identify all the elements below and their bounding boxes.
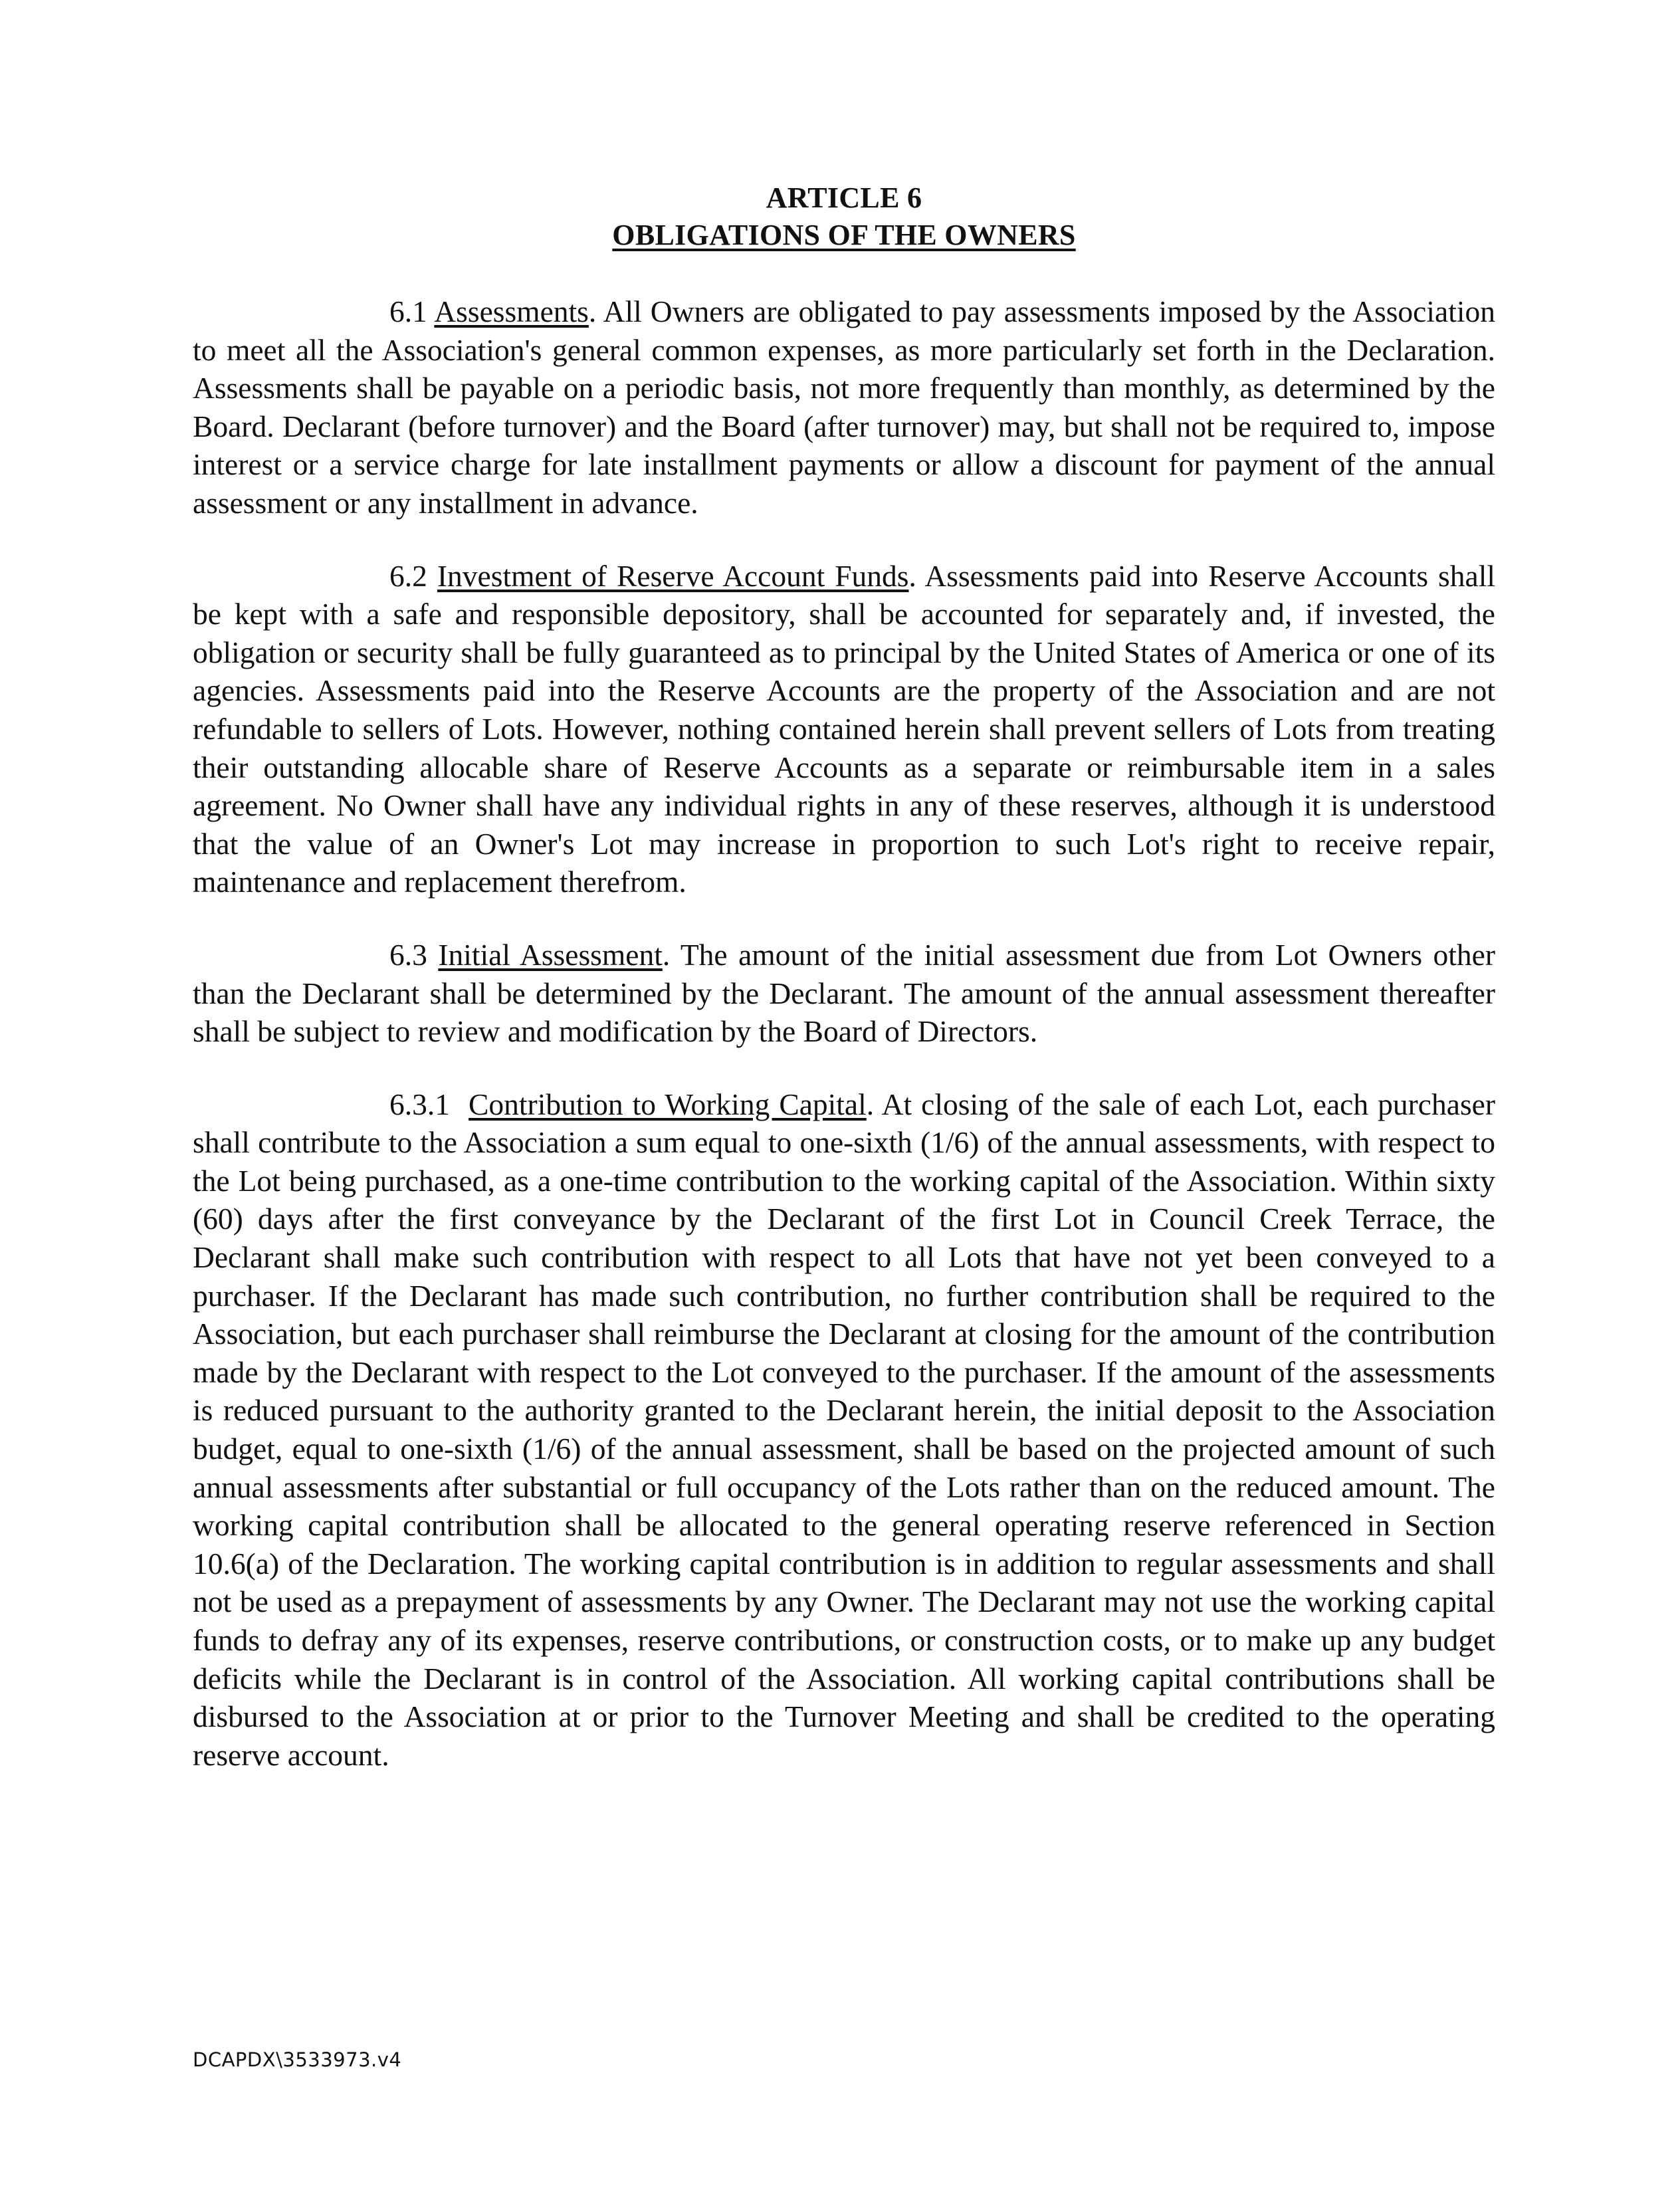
section-6-3: 6.3 Initial Assessment. The amount of the initial assessment due from Lot Owners other than the Declarant shall be determined by the Declarant. The amount of the annual assessment thereafter shall be subject to review and modification by the Board of Directors. <box>193 936 1495 1051</box>
section-body: The amount of the initial assessment due from Lot Owners other than the Declarant shall be determined by the Declarant. The amount of the annual assessment thereafter shall be subject to review and modification by the Board of Directors. <box>193 937 1495 1049</box>
document-page <box>193 179 1495 1774</box>
section-6-2: 6.2 Investment of Reserve Account Funds. Assessments paid into Reserve Accounts shall be kept with a safe and responsible depository, shall be accounted for separately and, if invested, the obligation or security shall be fully guaranteed as to principal by the United States of America or one of its agencies. Assessments paid into the Reserve Accounts are the property of the Association and are not refundable to sellers of Lots. However, nothing contained herein shall prevent sellers of Lots from treating their outstanding allocable share of Reserve Accounts as a separate or reimbursable item in a sales agreement. No Owner shall have any individual rights in any of these reserves, although it is understood that the value of an Owner's Lot may increase in proportion to such Lot's right to receive repair, maintenance and replacement therefrom. <box>193 557 1495 901</box>
section-caption: Assessments <box>434 294 589 328</box>
section-caption: Contribution to Working Capital <box>469 1087 867 1121</box>
section-body: Assessments paid into Reserve Accounts shall be kept with a safe and responsible depository, shall be accounted for separately and, if invested, the obligation or security shall be fully guaranteed as to principal by the United States of America or one of its agencies. Assessments paid into the Reserve Accounts are the property of the Association and are not refundable to sellers of Lots. However, nothing contained herein shall prevent sellers of Lots from treating their outstanding allocable share of Reserve Accounts as a separate or reimbursable item in a sales agreement. No Owner shall have any individual rights in any of these reserves, although it is understood that the value of an Owner's Lot may increase in proportion to such Lot's right to receive repair, maintenance and replacement therefrom. <box>193 558 1495 899</box>
section-caption: Initial Assessment <box>438 937 663 972</box>
section-caption: Investment of Reserve Account Funds <box>437 558 909 593</box>
article-title: OBLIGATIONS OF THE OWNERS <box>612 219 1076 251</box>
section-number: 6.3.1 <box>389 1087 450 1121</box>
article-heading <box>193 179 1495 254</box>
document-id-footer: DCAPDX\3533973.v4 <box>193 2048 402 2071</box>
section-number: 6.1 <box>389 294 427 328</box>
section-number: 6.3 <box>389 937 427 972</box>
section-body: At closing of the sale of each Lot, each purchaser shall contribute to the Association a sum equal to one-sixth (1/6) of the annual assessments, with respect to the Lot being purchased, as a one-time contribution to the working capital of the Association. Within sixty (60) days after the first conveyance by the Declarant of the first Lot in Council Creek Terrace, the Declarant shall make such contribution with respect to all Lots that have not yet been conveyed to a purchaser. If the Declarant has made such contribution, no further contribution shall be required to the Association, but each purchaser shall reimburse the Declarant at closing for the amount of the contribution made by the Declarant with respect to the Lot conveyed to the purchaser. If the amount of the assessments is reduced pursuant to the authority granted to the Declarant herein, the initial deposit to the Association budget, equal to one-sixth (1/6) of the annual assessment, shall be based on the projected amount of such annual assessments after substantial or full occupancy of the Lots rather than on the reduced amount. The working capital contribution shall be allocated to the general operating reserve referenced in Section 10.6(a) of the Declaration. The working capital contribution is in addition to regular assessments and shall not be used as a prepayment of assessments by any Owner. The Declarant may not use the working capital funds to defray any of its expenses, reserve contributions, or construction costs, or to make up any budget deficits while the Declarant is in control of the Association. All working capital contributions shall be disbursed to the Association at or prior to the Turnover Meeting and shall be credited to the operating reserve account. <box>193 1087 1495 1772</box>
section-body: All Owners are obligated to pay assessments imposed by the Association to meet all the Association's general common expenses, as more particularly set forth in the Declaration. Assessments shall be payable on a periodic basis, not more frequently than monthly, as determined by the Board. Declarant (before turnover) and the Board (after turnover) may, but shall not be required to, impose interest or a service charge for late installment payments or allow a discount for payment of the annual assessment or any installment in advance. <box>193 294 1495 520</box>
section-6-3-1: 6.3.1 Contribution to Working Capital. At closing of the sale of each Lot, each purchaser shall contribute to the Association a sum equal to one-sixth (1/6) of the annual assessments, with respect to the Lot being purchased, as a one-time contribution to the working capital of the Association. Within sixty (60) days after the first conveyance by the Declarant of the first Lot in Council Creek Terrace, the Declarant shall make such contribution with respect to all Lots that have not yet been conveyed to a purchaser. If the Declarant has made such contribution, no further contribution shall be required to the Association, but each purchaser shall reimburse the Declarant at closing for the amount of the contribution made by the Declarant with respect to the Lot conveyed to the purchaser. If the amount of the assessments is reduced pursuant to the authority granted to the Declarant herein, the initial deposit to the Association budget, equal to one-sixth (1/6) of the annual assessment, shall be based on the projected amount of such annual assessments after substantial or full occupancy of the Lots rather than on the reduced amount. The working capital contribution shall be allocated to the general operating reserve referenced in Section 10.6(a) of the Declaration. The working capital contribution is in addition to regular assessments and shall not be used as a prepayment of assessments by any Owner. The Declarant may not use the working capital funds to defray any of its expenses, reserve contributions, or construction costs, or to make up any budget deficits while the Declarant is in control of the Association. All working capital contributions shall be disbursed to the Association at or prior to the Turnover Meeting and shall be credited to the operating reserve account. <box>193 1085 1495 1775</box>
section-6-1: 6.1 Assessments. All Owners are obligated to pay assessments imposed by the Association to meet all the Association's general common expenses, as more particularly set forth in the Declaration. Assessments shall be payable on a periodic basis, not more frequently than monthly, as determined by the Board. Declarant (before turnover) and the Board (after turnover) may, but shall not be required to, impose interest or a service charge for late installment payments or allow a discount for payment of the annual assessment or any installment in advance. <box>193 292 1495 522</box>
article-number: ARTICLE 6 <box>766 181 922 214</box>
section-number: 6.2 <box>389 558 427 593</box>
